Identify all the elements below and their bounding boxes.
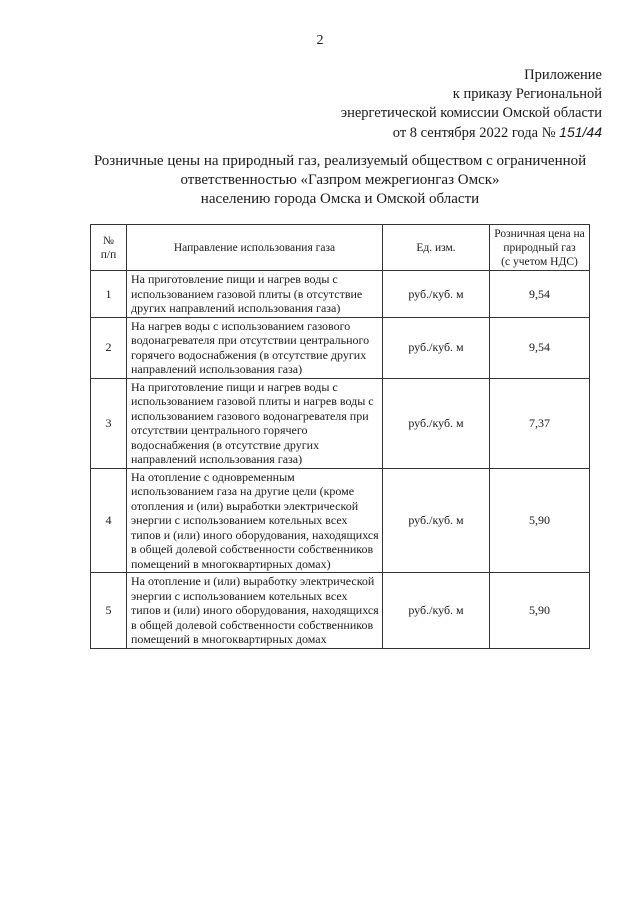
table-header-row xyxy=(91,225,590,271)
table-row xyxy=(91,573,590,649)
document-title xyxy=(80,152,600,209)
title-line-2: ответственностью «Газпром межрегионгаз Омск» xyxy=(180,172,500,188)
appendix-line-1: Приложение xyxy=(524,67,602,83)
row-unit: руб./куб. м xyxy=(383,271,490,318)
table-row xyxy=(91,317,590,378)
header-num: № п/п xyxy=(91,225,127,271)
title-line-3: населению города Омска и Омской области xyxy=(200,191,480,207)
row-price: 9,54 xyxy=(490,271,590,318)
row-number: 3 xyxy=(91,378,127,468)
order-date: от 8 сентября 2022 года № xyxy=(392,125,556,141)
row-unit: руб./куб. м xyxy=(383,468,490,573)
row-number: 5 xyxy=(91,573,127,649)
appendix-line-3: энергетической комиссии Омской области xyxy=(340,105,602,121)
row-unit: руб./куб. м xyxy=(383,378,490,468)
row-unit: руб./куб. м xyxy=(383,317,490,378)
row-number: 2 xyxy=(91,317,127,378)
order-number: 151/44 xyxy=(559,124,602,140)
row-direction: На отопление и (или) выработку электрической энергии с использованием котельных всех типов и (или) иного оборудования, находящихся в общей долевой собственности собственников помещений в многоквартирных домах xyxy=(127,573,383,649)
row-number: 1 xyxy=(91,271,127,318)
row-direction: На нагрев воды с использованием газового водонагревателя при отсутствии центрального горячего водоснабжения (в отсутствие других направлений использования газа) xyxy=(127,317,383,378)
price-table xyxy=(90,224,590,649)
row-price: 5,90 xyxy=(490,573,590,649)
header-direction: Направление использования газа xyxy=(127,225,383,271)
row-price: 7,37 xyxy=(490,378,590,468)
row-unit: руб./куб. м xyxy=(383,573,490,649)
row-direction: На приготовление пищи и нагрев воды с использованием газовой плиты (в отсутствие других направлений использования газа) xyxy=(127,271,383,318)
appendix-header xyxy=(341,66,602,143)
title-line-1: Розничные цены на природный газ, реализуемый обществом с ограниченной xyxy=(93,153,587,169)
row-price: 9,54 xyxy=(490,317,590,378)
row-direction: На приготовление пищи и нагрев воды с использованием газовой плиты и нагрев воды с использованием газового водонагревателя при отсутствии центрального горячего водоснабжения (в отсутствие других направлений использования газа) xyxy=(127,378,383,468)
table-row xyxy=(91,378,590,468)
row-number: 4 xyxy=(91,468,127,573)
table-row xyxy=(91,468,590,573)
header-unit: Ед. изм. xyxy=(383,225,490,271)
appendix-line-2: к приказу Региональной xyxy=(452,86,602,102)
table-row xyxy=(91,271,590,318)
appendix-line-4 xyxy=(341,123,602,143)
row-price: 5,90 xyxy=(490,468,590,573)
row-direction: На отопление с одновременным использованием газа на другие цели (кроме отопления и (или) выработки электрической энергии с использованием котельных всех типов и (или) иного оборудования, находящихся в общей долевой собственности собственников помещений в многоквартирных домах) xyxy=(127,468,383,573)
header-price: Розничная цена на природный газ (с учетом НДС) xyxy=(490,225,590,271)
page-number: 2 xyxy=(316,33,324,48)
